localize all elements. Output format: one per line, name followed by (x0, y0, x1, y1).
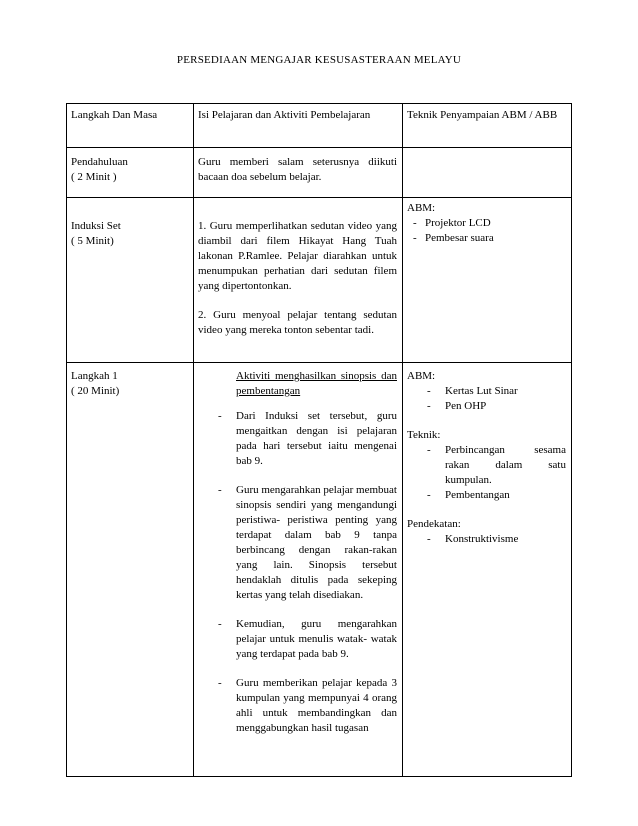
teknik-item: - Perbincangan sesama rakan dalam satu kumpulan. (427, 443, 566, 488)
teknik-label: Teknik: (407, 429, 441, 441)
abm-item: - Kertas Lut Sinar (427, 384, 566, 399)
header-content: Isi Pelajaran dan Aktiviti Pembelajaran (194, 104, 403, 148)
activity-item: - Guru mengarahkan pelajar membuat sinopsis sendiri yang mengandungi peristiwa- peristiwa penting yang terdapat dalam bab 9 tanpa berbincang dengan rakan-rakan yang lain. Sinopsis tersebut hendaklah ditulis pada sekeping kertas yang telah disediakan. (198, 483, 397, 603)
table-header-row (67, 104, 572, 148)
page-title: PERSEDIAAN MENGAJAR KESUSASTERAAN MELAYU (176, 54, 462, 66)
lesson-plan-table (66, 103, 572, 777)
step-cell (67, 363, 194, 777)
abm-item: - Pembesar suara (407, 231, 566, 246)
activity-item: - Guru memberikan pelajar kepada 3 kumpulan yang mempunyai 4 orang ahli untuk membandingkan dan menggabungkan hasil tugasan (198, 676, 397, 736)
technique-cell (403, 198, 572, 363)
pendekatan-item: - Konstruktivisme (427, 532, 566, 547)
abm-label: ABM: (407, 202, 436, 214)
content-cell (194, 198, 403, 363)
step-time: ( 20 Minit) (71, 385, 120, 397)
table-row-pendahuluan (67, 148, 572, 198)
step-cell (67, 148, 194, 198)
abm-item: - Pen OHP (427, 399, 566, 414)
header-step-time: Langkah Dan Masa (67, 104, 194, 148)
content-paragraph: 2. Guru menyoal pelajar tentang sedutan video yang mereka tonton sebentar tadi. (198, 309, 397, 336)
technique-cell (403, 363, 572, 777)
step-time: ( 2 Minit ) (71, 171, 117, 183)
table-row-induksi-set (67, 198, 572, 363)
teknik-item: - Pembentangan (427, 488, 566, 503)
step-time: ( 5 Minit) (71, 235, 114, 247)
content-cell (194, 363, 403, 777)
step-cell (67, 198, 194, 363)
step-name: Pendahuluan (71, 156, 128, 168)
table-row-langkah-1 (67, 363, 572, 777)
content-paragraph: Guru memberi salam seterusnya diikuti bacaan doa sebelum belajar. (198, 156, 397, 183)
content-paragraph: 1. Guru memperlihatkan sedutan video yang diambil dari filem Hikayat Hang Tuah lakonan P.Ramlee. Pelajar diarahkan untuk menumpukan perhatian dari sedutan filem yang dipertontonkan. (198, 220, 397, 292)
activity-item: - Dari Induksi set tersebut, guru mengaitkan dengan isi pelajaran pada hari tersebut iaitu mengenai bab 9. (198, 409, 397, 469)
step-name: Induksi Set (71, 220, 121, 232)
step-name: Langkah 1 (71, 370, 118, 382)
activity-heading: Aktiviti menghasilkan sinopsis dan pembentangan (236, 370, 397, 397)
header-technique: Teknik Penyampaian ABM / ABB (403, 104, 572, 148)
pendekatan-label: Pendekatan: (407, 518, 461, 530)
content-cell (194, 148, 403, 198)
technique-cell (403, 148, 572, 198)
abm-item: - Projektor LCD (407, 216, 566, 231)
abm-label: ABM: (407, 370, 436, 382)
activity-item: - Kemudian, guru mengarahkan pelajar untuk menulis watak- watak yang terdapat pada bab 9. (198, 617, 397, 662)
